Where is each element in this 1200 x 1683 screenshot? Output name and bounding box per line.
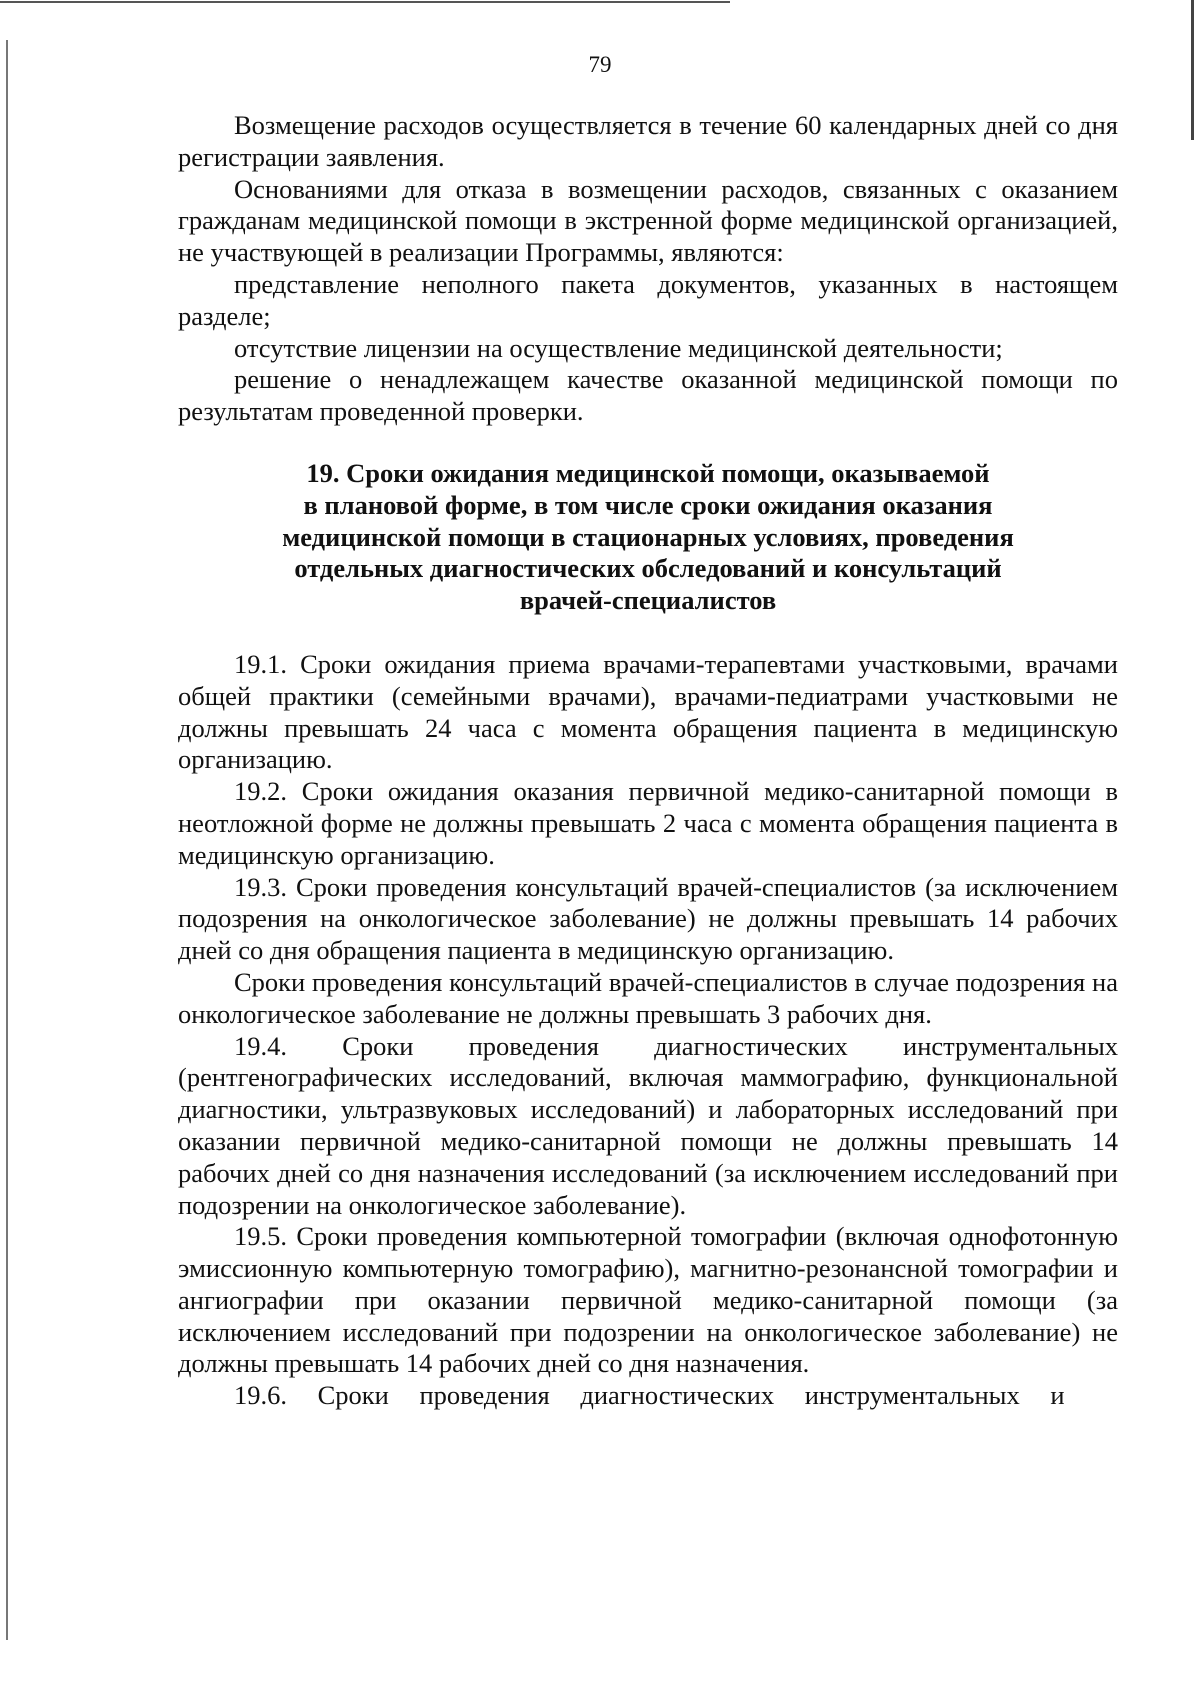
section-heading-line: в плановой форме, в том числе сроки ожидания оказания xyxy=(303,489,993,520)
page-number: 79 xyxy=(588,52,612,77)
clause-19-3-oncology: Сроки проведения консультаций врачей-специалистов в случае подозрения на онкологическое заболевание не должны превышать 3 рабочих дня. xyxy=(178,966,1118,1029)
clause-19-4: 19.4. Сроки проведения диагностических инструментальных (рентгенографических исследований, включая маммографию, функциональной диагностики, ультразвуковых исследований) и лабораторных исследований при оказании первичной медико-санитарной помощи не должны превышать 14 рабочих дней со дня назначения исследований (за исключением исследований при подозрении на онкологическое заболевание). xyxy=(178,1030,1118,1220)
section-heading-line: медицинской помощи в стационарных условиях, проведения xyxy=(282,521,1014,552)
clause-19-6: 19.6. Сроки проведения диагностических инструментальных и xyxy=(234,1380,1065,1411)
scan-top-rule xyxy=(0,1,730,3)
paragraph: отсутствие лицензии на осуществление медицинской деятельности; xyxy=(234,332,1003,363)
scan-left-edge xyxy=(6,40,8,1640)
clause-19-2: 19.2. Сроки ожидания оказания первичной медико-санитарной помощи в неотложной форме не должны превышать 2 часа с момента обращения пациента в медицинскую организацию. xyxy=(178,776,1118,870)
document-body xyxy=(178,110,1118,1412)
clause-19-5: 19.5. Сроки проведения компьютерной томографии (включая однофотонную эмиссионную компьютерную томографию), магнитно-резонансной томографии и ангиографии при оказании первичной медико-санитарной помощи (за исключением исследований при подозрении на онкологическое заболевание) не должны превышать 14 рабочих дней со дня назначения. xyxy=(178,1221,1118,1379)
paragraph: представление неполного пакета документов, указанных в настоящем разделе; xyxy=(178,268,1118,331)
paragraph: Возмещение расходов осуществляется в течение 60 календарных дней со дня регистрации заявления. xyxy=(178,110,1118,172)
clause-19-3: 19.3. Сроки проведения консультаций врачей-специалистов (за исключением подозрения на онкологическое заболевание) не должны превышать 14 рабочих дней со дня обращения пациента в медицинскую организацию. xyxy=(178,871,1118,966)
section-heading-line: отдельных диагностических обследований и консультаций xyxy=(294,553,1002,584)
paragraph: Основаниями для отказа в возмещении расходов, связанных с оказанием гражданам медицинской помощи в экстренной форме медицинской организацией, не участвующей в реализации Программы, являются: xyxy=(178,173,1118,268)
paragraph: решение о ненадлежащем качестве оказанной медицинской помощи по результатам проведенной проверки. xyxy=(178,364,1118,427)
section-heading-line: врачей-специалистов xyxy=(519,585,777,616)
section-heading xyxy=(178,458,1118,617)
section-heading-line: 19. Сроки ожидания медицинской помощи, оказываемой xyxy=(306,457,990,488)
clause-19-1: 19.1. Сроки ожидания приема врачами-терапевтами участковыми, врачами общей практики (семейными врачами), врачами-педиатрами участковыми не должны превышать 24 часа с момента обращения пациента в медицинскую организацию. xyxy=(178,648,1118,775)
